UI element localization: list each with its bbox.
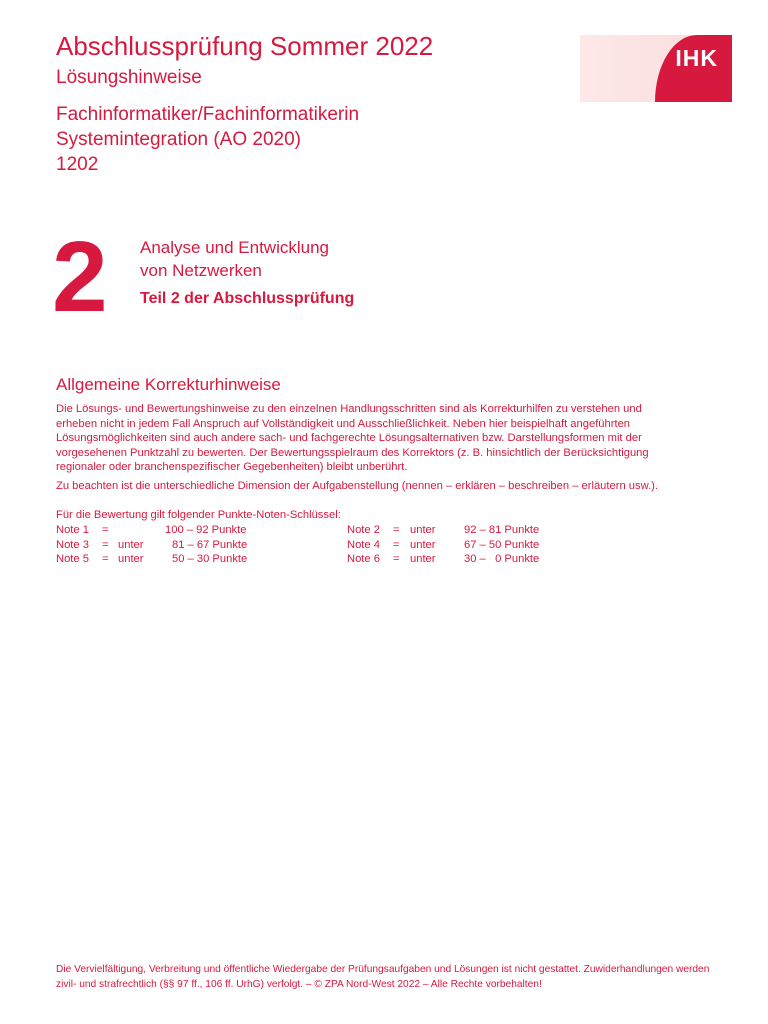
grade-equals: = (102, 524, 109, 536)
grade-label: Note 5 (56, 553, 89, 565)
grade-range: 100 – 92 Punkte (165, 524, 247, 536)
grade-label: Note 2 (347, 524, 380, 536)
grade-qualifier: unter (118, 553, 144, 565)
copyright-footer (56, 963, 746, 992)
page-subtitle: Lösungshinweise (56, 67, 202, 88)
grade-qualifier: unter (118, 539, 144, 551)
grade-equals: = (102, 553, 109, 565)
grade-key-title: Für die Bewertung gilt folgender Punkte-Noten-Schlüssel: (56, 509, 341, 521)
grade-label: Note 6 (347, 553, 380, 565)
grade-qualifier: unter (410, 524, 436, 536)
grade-label: Note 3 (56, 539, 89, 551)
profession-line-1: Fachinformatiker/Fachinformatikerin (56, 104, 360, 125)
part-number: 2 (52, 221, 108, 333)
page-title: Abschlussprüfung Sommer 2022 (56, 31, 434, 61)
profession-block (56, 102, 359, 177)
grade-label: Note 4 (347, 539, 380, 551)
grade-range: 50 – 30 Punkte (172, 553, 248, 565)
logo-text: IHK (675, 45, 718, 71)
grade-equals: = (393, 539, 400, 551)
intro-line: Die Lösungs- und Bewertungshinweise zu den einzelnen Handlungsschritten sind als Korrekturhilfen zu verstehen und (56, 403, 642, 415)
part-subtitle: Teil 2 der Abschlussprüfung (140, 290, 355, 307)
dimension-note: Zu beachten ist die unterschiedliche Dimension der Aufgabenstellung (nennen – erklären – beschreiben – erläutern usw.). (56, 480, 659, 492)
grade-range: 81 – 67 Punkte (172, 539, 248, 551)
intro-line: Lösungsmöglichkeiten sind auch andere sach- und fachgerechte Lösungsalternativen bzw. Darstellungsformen mit der (56, 432, 642, 445)
grade-qualifier: unter (410, 539, 436, 551)
part-title-line-2: von Netzwerken (140, 261, 262, 280)
grade-qualifier: unter (410, 553, 436, 565)
footer-line-1: Die Vervielfältigung, Verbreitung und öffentliche Wiedergabe der Prüfungsaufgaben und Lösungen ist nicht gestattet. Zuwiderhandlungen werden (56, 964, 710, 975)
part-title-line-1: Analyse und Entwicklung (140, 238, 330, 257)
grade-label: Note 1 (56, 524, 89, 536)
grade-equals: = (393, 553, 400, 565)
ihk-logo (580, 35, 732, 102)
grade-range: 30 – 0 Punkte (464, 553, 540, 565)
profession-line-2: Systemintegration (AO 2020) (56, 129, 302, 150)
intro-paragraph (56, 402, 746, 475)
intro-line: vorgesehenen Punktzahl zu bewerten. Der Bewertungsspielraum des Korrektors (z. B. hinsichtlich der Berücksichtigung (56, 446, 649, 459)
intro-line: erheben nicht in jedem Fall Anspruch auf Vollständigkeit und Ausschließlichkeit. Neben hier beispielhaft angeführten (56, 417, 631, 430)
grade-equals: = (102, 539, 109, 551)
exam-code: 1202 (56, 154, 99, 175)
grade-range: 92 – 81 Punkte (464, 524, 540, 536)
footer-line-2: zivil- und strafrechtlich (§§ 97 ff., 106 ff. UrhG) verfolgt. – © ZPA Nord-West 2022 – Alle Rechte vorbehalten! (56, 978, 542, 990)
grade-equals: = (393, 524, 400, 536)
intro-line: regionaler oder branchenspezifischer Gegebenheiten) bleibt unberührt. (56, 461, 408, 474)
section-heading: Allgemeine Korrekturhinweise (56, 375, 281, 394)
grade-range: 67 – 50 Punkte (464, 539, 540, 551)
